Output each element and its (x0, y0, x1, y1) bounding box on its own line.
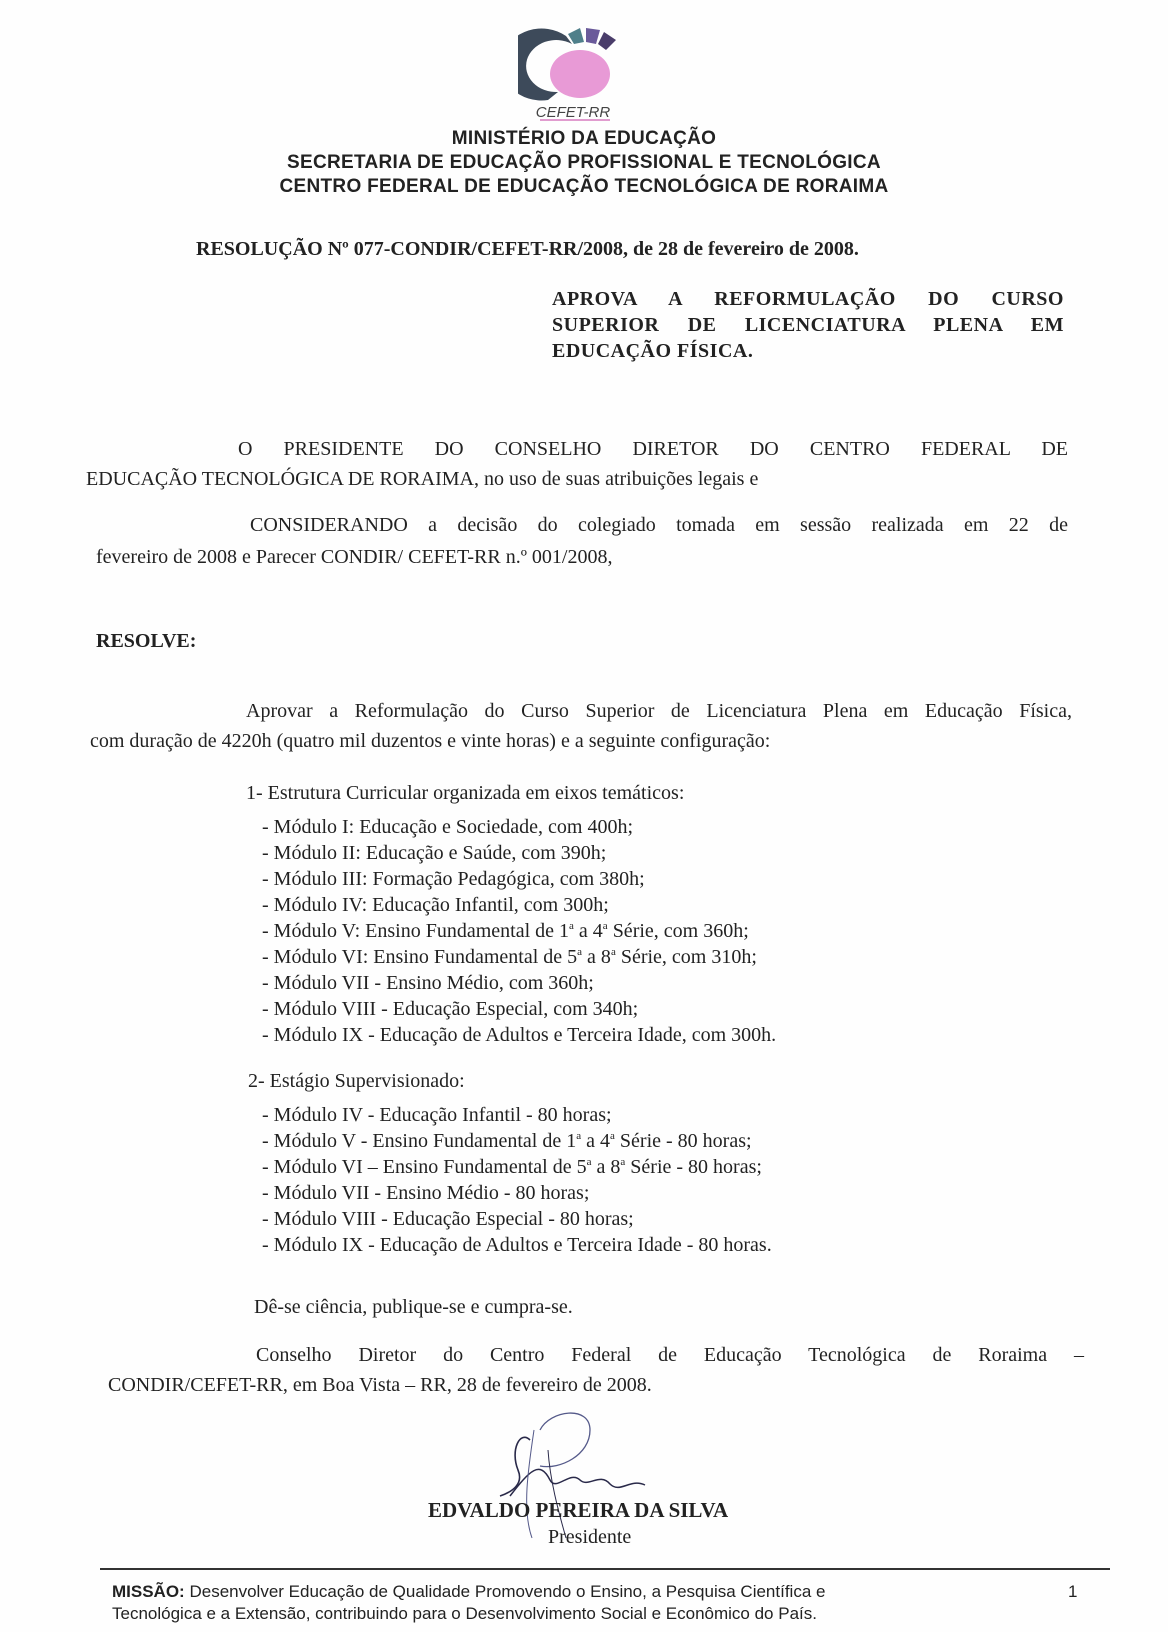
resolution-title: RESOLUÇÃO Nº 077-CONDIR/CEFET-RR/2008, de 28 de fevereiro de 2008. (196, 238, 859, 260)
approval-line-1: Aprovar a Reformulação do Curso Superior de Licenciatura Plena em Educação Física, (246, 700, 1072, 722)
module-list-item: - Módulo II: Educação e Saúde, com 390h; (262, 842, 607, 864)
ministry-heading: MINISTÉRIO DA EDUCAÇÃO (451, 128, 717, 149)
logo-segment (586, 28, 600, 44)
considerando-line-2: fevereiro de 2008 e Parecer CONDIR/ CEFET-RR n.º 001/2008, (96, 546, 613, 568)
president-line-1: O PRESIDENTE DO CONSELHO DIRETOR DO CENTRO FEDERAL DE (238, 438, 1068, 460)
signatory-role: Presidente (548, 1526, 632, 1548)
logo-segment (568, 28, 584, 44)
mission-line-2: Tecnológica e a Extensão, contribuindo para o Desenvolvimento Social e Econômico do País. (112, 1604, 817, 1623)
institution-heading: CENTRO FEDERAL DE EDUCAÇÃO TECNOLÓGICA DE RORAIMA (279, 176, 889, 197)
mission-line-1 (112, 1582, 825, 1602)
module-list-item: - Módulo IX - Educação de Adultos e Terceira Idade - 80 horas. (262, 1234, 772, 1256)
module-list-item: - Módulo IV - Educação Infantil - 80 horas; (262, 1104, 612, 1126)
mission-label: MISSÃO: (112, 1582, 185, 1601)
module-list-item: - Módulo VII - Ensino Médio, com 360h; (262, 972, 594, 994)
logo-segment (598, 32, 616, 50)
summary-line: APROVA A REFORMULAÇÃO DO CURSO (552, 288, 1064, 310)
place-line-1: Conselho Diretor do Centro Federal de Educação Tecnológica de Roraima – (256, 1344, 1084, 1366)
module-list-item: - Módulo VII - Ensino Médio - 80 horas; (262, 1182, 590, 1204)
module-list-item: - Módulo VIII - Educação Especial, com 340h; (262, 998, 639, 1020)
page-number: 1 (1068, 1582, 1078, 1601)
section-2-heading: 2- Estágio Supervisionado: (248, 1070, 465, 1092)
resolve-heading: RESOLVE: (96, 630, 197, 652)
place-line-2: CONDIR/CEFET-RR, em Boa Vista – RR, 28 de fevereiro de 2008. (108, 1374, 652, 1396)
publish-statement: Dê-se ciência, publique-se e cumpra-se. (254, 1296, 573, 1318)
logo-ellipse (550, 50, 610, 98)
considerando-line-1: CONSIDERANDO a decisão do colegiado tomada em sessão realizada em 22 de (250, 514, 1068, 536)
signatory-name: EDVALDO PEREIRA DA SILVA (428, 1498, 729, 1522)
module-list-item: - Módulo VIII - Educação Especial - 80 horas; (262, 1208, 634, 1230)
secretariat-heading: SECRETARIA DE EDUCAÇÃO PROFISSIONAL E TECNOLÓGICA (287, 152, 881, 173)
module-list-item: - Módulo III: Formação Pedagógica, com 380h; (262, 868, 645, 890)
module-list-item: - Módulo I: Educação e Sociedade, com 400h; (262, 816, 633, 838)
president-line-2: EDUCAÇÃO TECNOLÓGICA DE RORAIMA, no uso de suas atribuições legais e (86, 468, 759, 490)
section-1-heading: 1- Estrutura Curricular organizada em eixos temáticos: (246, 782, 685, 804)
module-list-item: - Módulo IX - Educação de Adultos e Terceira Idade, com 300h. (262, 1024, 777, 1046)
resolution-summary (552, 286, 1064, 364)
footer-divider (100, 1568, 1110, 1570)
module-list-item: - Módulo V - Ensino Fundamental de 1$^a$ a 4$^a$ Série - 80 horas; (262, 1130, 752, 1152)
cefet-rr-logo (518, 22, 628, 122)
module-list-item: - Módulo VI – Ensino Fundamental de 5$^a$ a 8$^a$ Série - 80 horas; (262, 1156, 762, 1178)
module-list-item: - Módulo IV: Educação Infantil, com 300h; (262, 894, 609, 916)
summary-line: SUPERIOR DE LICENCIATURA PLENA EM (552, 314, 1064, 336)
summary-line: EDUCAÇÃO FÍSICA. (552, 340, 754, 362)
module-list-item: - Módulo VI: Ensino Fundamental de 5$^a$ a 8$^a$ Série, com 310h; (262, 946, 757, 968)
logo-text: CEFET-RR (535, 104, 611, 121)
module-list-item: - Módulo V: Ensino Fundamental de 1$^a$ a 4$^a$ Série, com 360h; (262, 920, 749, 942)
mission-text-1: Desenvolver Educação de Qualidade Promovendo o Ensino, a Pesquisa Científica e (184, 1582, 826, 1601)
approval-line-2: com duração de 4220h (quatro mil duzentos e vinte horas) e a seguinte configuração: (90, 730, 771, 752)
